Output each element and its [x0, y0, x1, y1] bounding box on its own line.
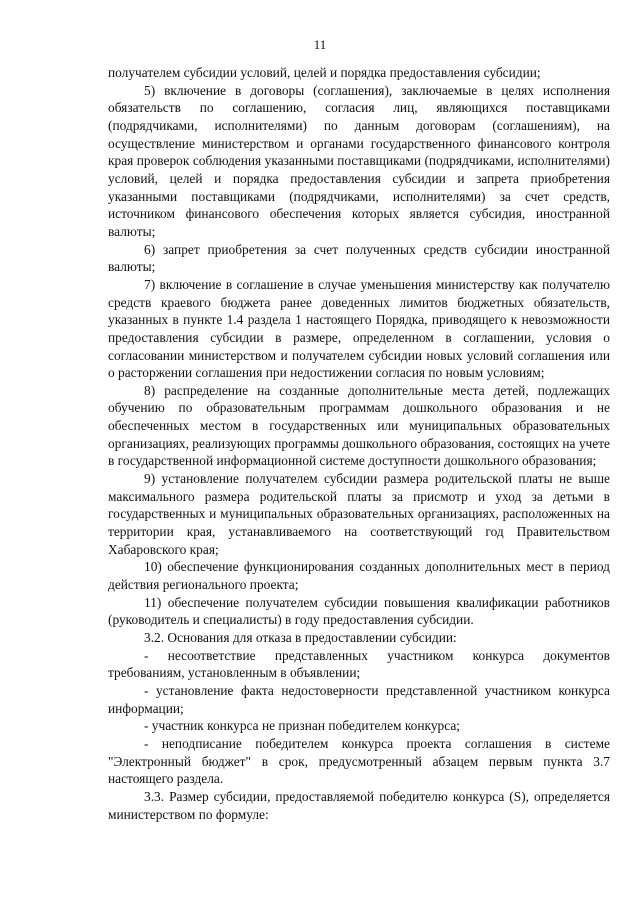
paragraph-refusal-reason-4: - неподписание победителем конкурса проекта соглашения в системе "Электронный бюджет" в срок, предусмотренный абзацем первым пункта 3.7 настоящего раздела. [108, 735, 610, 787]
paragraph-continuation: получателем субсидии условий, целей и порядка предоставления субсидии; [108, 65, 541, 80]
paragraph-section-3-2: 3.2. Основания для отказа в предоставлении субсидии: [144, 630, 457, 645]
paragraph-section-3-3: 3.3. Размер субсидии, предоставляемой победителю конкурса (S), определяется министерством по формуле: [108, 788, 610, 822]
page-number: 11 [313, 37, 327, 52]
paragraph-item-7: 7) включение в соглашение в случае уменьшения министерству как получателю средств краевого бюджета ранее доведенных лимитов бюджетных обязательств, указанных в пункте 1.4 раздела 1 настоящего Порядка, приводящего к невозможности предоставления субсидии в размере, определенном в соглашении, условия о согласовании министерством и получателем субсидии новых условий соглашения или о расторжении соглашения при недостижении согласия по новым условиям; [108, 276, 610, 381]
paragraph-item-10: 10) обеспечение функционирования созданных дополнительных мест в период действия регионального проекта; [108, 559, 610, 593]
paragraph-item-9: 9) установление получателем субсидии размера родительской платы не выше максимального размера родительской платы за присмотр и уход за детьми в государственных и муниципальных образовательных организациях, расположенных на территории края, устанавливаемого на соответствующий год Правительством Хабаровского края; [108, 471, 610, 557]
paragraph-item-8: 8) распределение на созданные дополнительные места детей, подлежащих обучению по образовательным программам дошкольного образования и не обеспеченных местом в государственных или муниципальных образовательных организациях, реализующих программы дошкольного образования, состоящих на учете в государственной информационной системе доступности дошкольного образования; [108, 382, 610, 469]
document-body [108, 64, 610, 823]
paragraph-item-11: 11) обеспечение получателем субсидии повышения квалификации работников (руководитель и специалисты) в году предоставления субсидии. [108, 594, 610, 628]
paragraph-item-5: 5) включение в договоры (соглашения), заключаемые в целях исполнения обязательств по соглашению, согласия лиц, являющихся поставщиками (подрядчиками, исполнителями) по данным договорам (соглашениям), на осуществление министерством и органами государственного финансового контроля края проверок соблюдения указанными поставщиками (подрядчиками, исполнителями) условий, целей и порядка предоставления субсидии и запрета приобретения указанными поставщиками (подрядчиками, исполнителями) за счет средств, источником финансового обеспечения которых является субсидия, иностранной валюты; [108, 82, 610, 239]
paragraph-refusal-reason-2: - установление факта недостоверности представленной участником конкурса информации; [108, 682, 610, 716]
paragraph-item-6: 6) запрет приобретения за счет полученных средств субсидии иностранной валюты; [108, 241, 610, 275]
paragraph-refusal-reason-1: - несоответствие представленных участником конкурса документов требованиям, установленным в объявлении; [108, 647, 610, 681]
paragraph-refusal-reason-3: - участник конкурса не признан победителем конкурса; [144, 718, 460, 734]
